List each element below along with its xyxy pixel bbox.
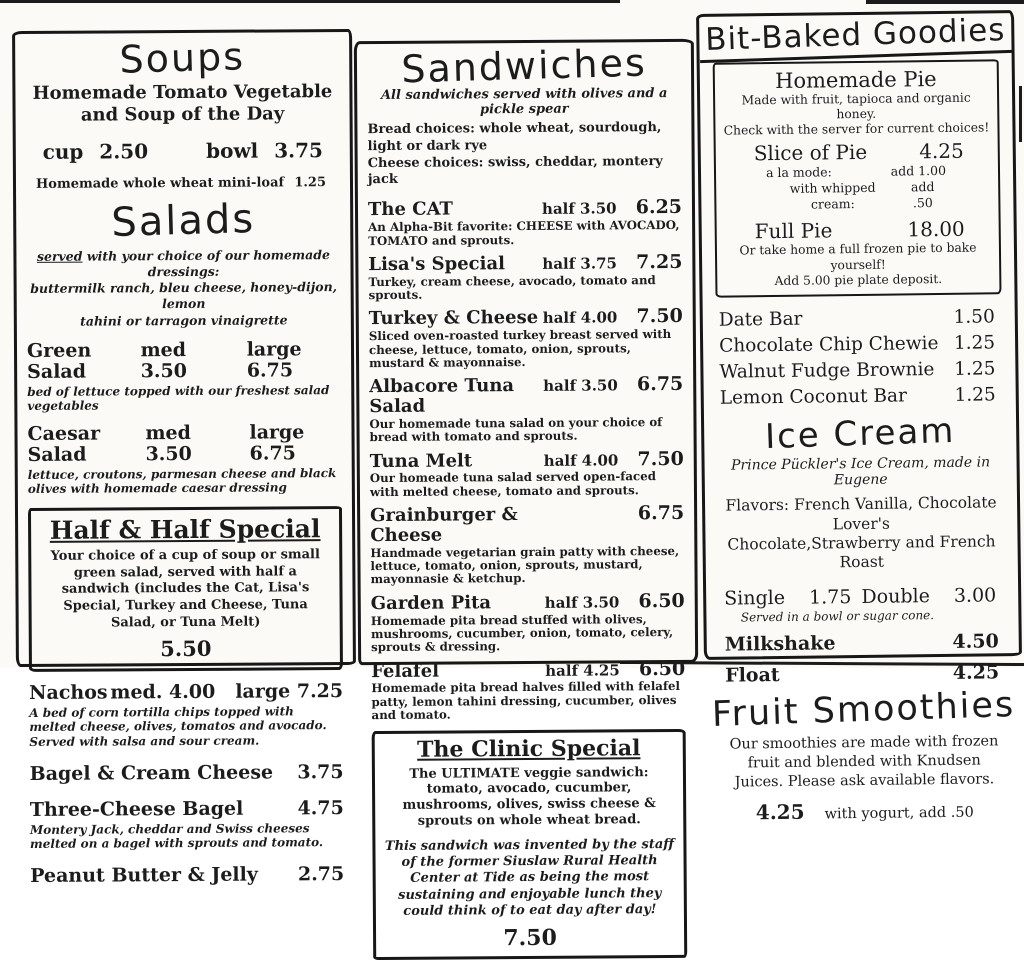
pie-title: Homemade Pie	[774, 66, 937, 93]
scan-edge-artifact	[1019, 86, 1022, 142]
pie-takehome-note	[723, 241, 994, 290]
item-name: Turkey & Cheese	[368, 307, 539, 330]
soups-heading: Soups	[118, 34, 246, 82]
smoothies-price-row	[709, 797, 1021, 825]
item-name: Lisa's Special	[368, 253, 506, 275]
ice-cream-subtitle: Prince Pückler's Ice Cream, made in Eugene	[730, 454, 991, 489]
ice-cream-items	[725, 630, 1000, 686]
item-name: Tuna Melt	[369, 449, 473, 472]
item-name: Three-Cheese Bagel	[29, 797, 244, 821]
homemade-pie-box	[713, 59, 1002, 297]
addon-label: a la mode:	[765, 164, 832, 180]
single-label: Single	[724, 586, 786, 610]
menu-column-soups-salads	[12, 29, 356, 887]
menu-item-row	[30, 762, 344, 785]
item-price: 4.50	[952, 630, 999, 653]
special-description: Your choice of a cup of soup or small green salad, served with half a sandwich (includes the Cat, Lisa's Special, Turkey and Cheese, Tuna Salad, or Tuna Melt)	[50, 547, 320, 631]
special-price: 5.50	[160, 636, 212, 662]
item-name: Caesar Salad	[27, 422, 101, 466]
soups-tagline	[25, 81, 339, 128]
scan-edge-artifact	[866, 0, 1024, 4]
double-pair	[861, 584, 996, 608]
pie-note	[721, 90, 992, 139]
item-price: 2.75	[297, 862, 345, 886]
item-description: bed of lettuce topped with our freshest salad vegetables	[27, 382, 330, 413]
cup-price: 2.50	[99, 138, 149, 164]
cheese-choices: Cheese choices: swiss, cheddar, montery jack	[367, 153, 663, 188]
menu-item-row	[719, 358, 995, 382]
item-price: 4.25	[919, 138, 964, 163]
menu-item-row	[723, 217, 993, 244]
bowl-label: bowl	[206, 138, 259, 163]
item-half-price: half 3.50	[541, 199, 617, 219]
item-name: The CAT	[367, 198, 453, 221]
menu-item-row	[370, 448, 684, 471]
item-name: Albacore Tuna Salad	[369, 375, 515, 418]
item-price: 3.75	[297, 760, 344, 784]
pie-note-line2: Check with the server for current choices!	[723, 120, 990, 138]
item-name: Milkshake	[724, 631, 836, 656]
menu-item-row	[371, 591, 685, 614]
menu-item-row	[369, 374, 683, 417]
single-price: 1.75	[808, 585, 852, 609]
clinic-special-box	[372, 729, 688, 960]
menu-item-row	[719, 306, 995, 330]
menu-column-goodies	[696, 10, 1022, 825]
item-name: Walnut Fudge Brownie	[719, 358, 935, 383]
yogurt-addon-note: with yogurt, add .50	[824, 804, 974, 823]
menu-item-row	[29, 681, 343, 704]
pie-note-line1: Made with fruit, tapioca and organic honey.	[741, 90, 971, 122]
item-price: 1.25	[953, 331, 996, 354]
item-half-price: half 4.00	[542, 308, 618, 328]
item-med-price: med. 4.00	[110, 681, 216, 704]
item-description: Sliced oven-roasted turkey breast served with cheese, lettuce, tomato, onion, sprouts, mustard & mayonnaise.	[368, 327, 672, 371]
item-price: 7.50	[636, 305, 683, 328]
menu-item-row	[719, 332, 995, 356]
item-name: Garden Pita	[370, 591, 492, 614]
addon-price: add 1.00	[890, 162, 947, 179]
item-name: Bagel & Cream Cheese	[29, 761, 274, 785]
clinic-special-story: This sandwich was invented by the staff of the former Siuslaw Rural Health Center at Tide as being the most sustaining and enjoyable lunch they could think of to eat day after day!	[384, 836, 675, 919]
clinic-special-description: The ULTIMATE veggie sandwich: tomato, avocado, cucumber, mushrooms, olives, swiss cheese & sprouts on whole wheat bread.	[402, 764, 656, 829]
pie-addon-row	[722, 178, 992, 214]
item-description: Turkey, cream cheese, avocado, tomato and sprouts.	[368, 272, 656, 303]
item-description: Handmade vegetarian grain patty with cheese, lettuce, tomato, onion, sprouts, mustard, mayonnasie & ketchup.	[370, 543, 680, 587]
menu-item-row	[30, 798, 344, 821]
item-description: Homemade pita bread halves filled with felafel patty, lemon tahini dressing, cucumber, olives and tomato.	[371, 679, 681, 723]
item-description: Our homeade tuna salad served open-faced with melted cheese, tomato and sprouts.	[369, 469, 656, 499]
item-price: 1.50	[953, 305, 995, 328]
double-price: 3.00	[953, 584, 997, 607]
item-large-price: large 7.25	[235, 680, 344, 704]
menu-item-row	[720, 384, 996, 408]
item-half-price: half 4.25	[545, 660, 620, 680]
clinic-special-price: 7.50	[503, 924, 557, 952]
item-name: Felafel	[371, 660, 440, 682]
item-half-price: half 4.00	[543, 450, 619, 470]
menu-column-sandwiches	[354, 39, 698, 952]
item-large-price: large 6.75	[246, 338, 302, 382]
menu-item-row	[370, 503, 684, 546]
soup-price-row	[26, 138, 340, 164]
sandwiches-heading: Sandwiches	[400, 40, 648, 92]
fruit-smoothies-heading: Fruit Smoothies	[711, 684, 1016, 735]
menu-item-row	[368, 252, 682, 275]
double-label: Double	[861, 584, 931, 608]
item-med-price: med 3.50	[145, 421, 192, 466]
item-name: Chocolate Chip Chewie	[718, 332, 939, 357]
item-name: Lemon Coconut Bar	[719, 384, 907, 409]
item-name: Nachos	[29, 681, 108, 705]
item-name: Date Bar	[718, 308, 803, 331]
ice-cream-flavors	[705, 493, 1018, 574]
menu-item-row	[725, 630, 999, 655]
menu-item-row	[371, 658, 685, 681]
item-description: Homemade pita bread stuffed with olives, mushrooms, cucumber, onion, tomato, celery, sprouts & dressing.	[370, 611, 674, 655]
serve-note: Served in a bowl or sugar cone.	[740, 607, 935, 625]
bread-cheese-choices	[367, 120, 681, 190]
dressings-note-rest: with your choice of our homemade dressings:	[82, 246, 330, 280]
single-pair	[724, 586, 851, 610]
menu-item-row	[27, 339, 341, 383]
special-title: Half & Half Special	[49, 514, 321, 545]
item-med-price: med 3.50	[140, 338, 188, 382]
menu-item-row	[30, 864, 344, 887]
miniloaf-label: Homemade whole wheat mini-loaf	[35, 175, 285, 192]
pie-takehome-line1: Or take home a full frozen pie to bake yourself!	[739, 240, 977, 273]
item-half-price	[544, 519, 632, 520]
cup-label: cup	[42, 139, 84, 164]
flavors-line2: Chocolate,Strawberry and French Roast	[727, 532, 996, 572]
item-price: 6.75	[637, 501, 685, 525]
menu-item-row	[27, 422, 341, 466]
dressings-note-line2: buttermilk ranch, bleu cheese, honey-dijon, lemon	[30, 279, 338, 312]
item-price: 6.25	[635, 196, 683, 219]
dressings-note-lead: served	[36, 248, 83, 264]
item-description: A bed of corn tortilla chips topped with melted cheese, olives, tomatos and avocado. Served with salsa and sour cream.	[29, 704, 327, 749]
smoothie-price: 4.25	[755, 799, 805, 825]
scan-edge-artifact	[0, 0, 620, 3]
item-name: Green Salad	[26, 339, 92, 383]
clinic-special-title: The Clinic Special	[417, 735, 641, 764]
soups-tagline-line2: and Soup of the Day	[80, 103, 285, 126]
item-description: An Alpha-Bit favorite: CHEESE with AVOCADO, TOMATO and sprouts.	[368, 218, 680, 248]
smoothies-description: Our smoothies are made with frozen fruit and blended with Knudsen Juices. Please ask available flavors.	[729, 733, 999, 791]
salads-heading: Salads	[110, 195, 256, 246]
spacer	[164, 139, 190, 163]
item-price: 1.25	[954, 383, 996, 406]
half-and-half-special-box	[28, 506, 343, 672]
item-price: 4.75	[297, 796, 344, 819]
salad-dressings-note	[26, 247, 340, 330]
item-name: Full Pie	[754, 218, 833, 244]
item-description: Montery Jack, cheddar and Swiss cheeses melted on a bagel with sprouts and tomato.	[29, 820, 324, 851]
item-price: 7.50	[637, 447, 684, 470]
item-description: lettuce, croutons, parmesan cheese and black olives with homemade caesar dressing	[27, 465, 337, 496]
addon-label: with whipped cream:	[789, 179, 876, 212]
menu-item-row	[725, 661, 999, 686]
item-price: 18.00	[907, 217, 965, 242]
bowl-price: 3.75	[274, 137, 324, 163]
item-name: Float	[725, 663, 780, 687]
item-half-price: half 3.50	[544, 593, 620, 612]
item-price: 7.25	[636, 250, 683, 274]
item-price: 4.25	[952, 661, 1000, 684]
item-half-price: half 3.75	[542, 254, 617, 273]
item-half-price: half 3.50	[543, 376, 618, 396]
bread-choices: Bread choices: whole wheat, sourdough, light or dark rye	[367, 119, 662, 154]
menu-item-row	[722, 138, 992, 165]
ice-cream-heading: Ice Cream	[764, 410, 956, 457]
menu-item-row	[369, 306, 683, 329]
dressings-note-line3: tahini or tarragon vinaigrette	[80, 311, 288, 329]
baked-goods-list	[719, 306, 996, 408]
item-price: 1.25	[954, 357, 996, 380]
addon-price: add .50	[910, 179, 935, 211]
single-double-row	[706, 584, 1018, 610]
menu-item-row	[368, 197, 682, 220]
item-name: Slice of Pie	[753, 139, 868, 165]
item-price: 6.50	[638, 589, 685, 612]
sandwiches-subtitle: All sandwiches served with olives and a pickle spear	[380, 85, 668, 118]
item-name: Peanut Butter & Jelly	[30, 863, 258, 887]
item-price: 6.75	[636, 373, 684, 396]
pie-takehome-line2: Add 5.00 pie plate deposit.	[774, 272, 943, 289]
miniloaf-row	[26, 175, 340, 192]
item-description: Our homemade tuna salad on your choice of bread with tomato and sprouts.	[369, 414, 663, 445]
soups-tagline-line1: Homemade Tomato Vegetable	[32, 80, 333, 104]
miniloaf-price: 1.25	[294, 174, 327, 191]
item-name: Grainburger & Cheese	[370, 504, 518, 546]
flavors-line1: Flavors: French Vanilla, Chocolate Lover's	[725, 493, 997, 533]
item-large-price: large 6.75	[249, 421, 305, 465]
goodies-heading: Bit-Baked Goodies	[699, 10, 1012, 63]
item-price: 6.50	[638, 657, 686, 680]
